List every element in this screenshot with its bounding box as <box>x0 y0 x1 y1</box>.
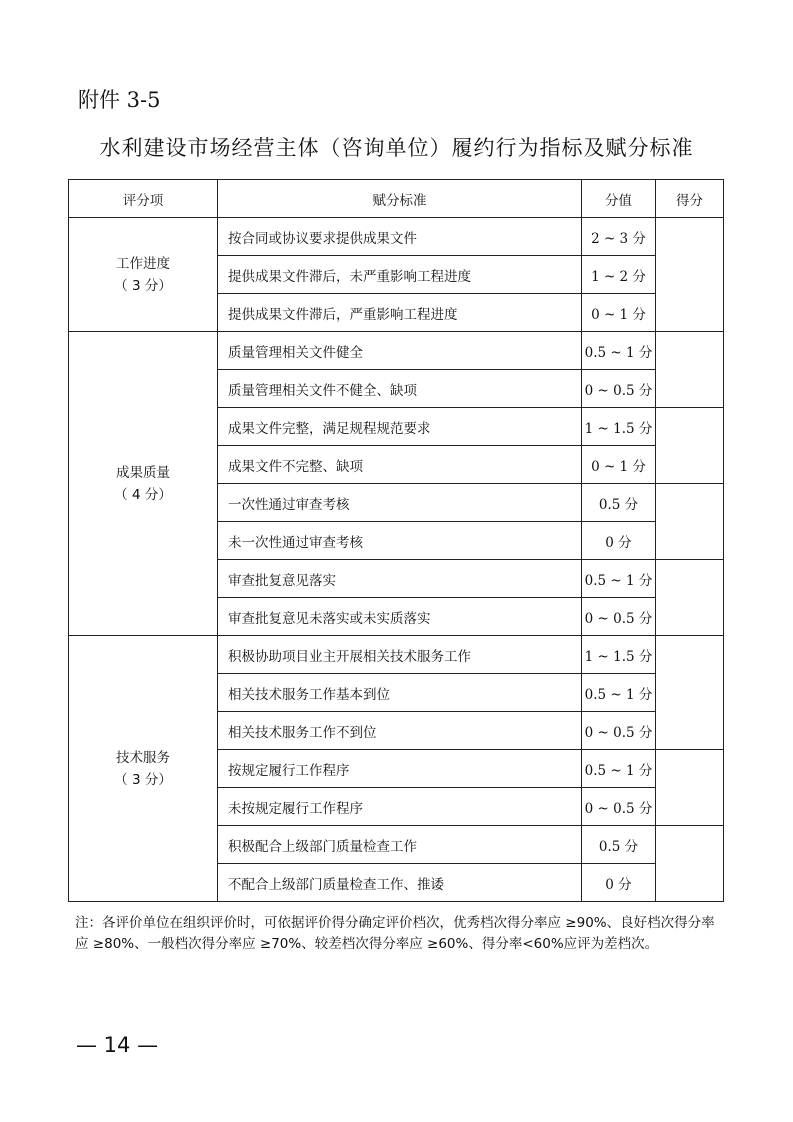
criteria-cell: 不配合上级部门质量检查工作、推诿 <box>218 864 582 902</box>
score-cell <box>656 560 724 636</box>
category-points: （ 4 分） <box>114 486 172 503</box>
criteria-cell: 未按规定履行工作程序 <box>218 788 582 826</box>
value-cell: 0.5 分 <box>582 484 656 522</box>
header-score: 得分 <box>656 180 724 218</box>
footnote: 注：各评价单位在组织评价时，可依据评价得分确定评价档次，优秀档次得分率应 ≥90%、良好档次得分率应 ≥80%、一般档次得分率应 ≥70%、较差档次得分率应 ≥60%、得分率<60%应评为差档次。 <box>75 915 715 952</box>
category-cell <box>69 218 218 332</box>
criteria-cell: 质量管理相关文件健全 <box>218 332 582 370</box>
value-cell: 0 ~ 0.5 分 <box>582 788 656 826</box>
category-name: 技术服务 <box>116 749 170 766</box>
criteria-cell: 按规定履行工作程序 <box>218 750 582 788</box>
table-row <box>69 636 724 674</box>
score-cell <box>656 484 724 560</box>
score-cell <box>656 408 724 484</box>
attachment-label: 附件 3-5 <box>78 88 161 112</box>
category-points: （ 3 分） <box>114 771 172 788</box>
value-cell: 0.5 ~ 1 分 <box>582 750 656 788</box>
category-points: （ 3 分） <box>114 277 172 294</box>
criteria-cell: 审查批复意见落实 <box>218 560 582 598</box>
criteria-cell: 提供成果文件滞后，未严重影响工程进度 <box>218 256 582 294</box>
criteria-cell: 审查批复意见未落实或未实质落实 <box>218 598 582 636</box>
category-name: 成果质量 <box>116 464 170 481</box>
document-title: 水利建设市场经营主体（咨询单位）履约行为指标及赋分标准 <box>99 136 694 160</box>
value-cell: 1 ~ 2 分 <box>582 256 656 294</box>
criteria-cell: 积极配合上级部门质量检查工作 <box>218 826 582 864</box>
header-value: 分值 <box>582 180 656 218</box>
table-row <box>69 332 724 370</box>
category-cell <box>69 332 218 636</box>
criteria-cell: 成果文件完整，满足规程规范要求 <box>218 408 582 446</box>
page-number: — 14 — <box>76 1033 159 1057</box>
table-header-row <box>69 180 724 218</box>
criteria-cell: 相关技术服务工作基本到位 <box>218 674 582 712</box>
score-cell <box>656 826 724 902</box>
criteria-cell: 质量管理相关文件不健全、缺项 <box>218 370 582 408</box>
score-cell <box>656 332 724 408</box>
criteria-cell: 提供成果文件滞后，严重影响工程进度 <box>218 294 582 332</box>
value-cell: 0 ~ 1 分 <box>582 294 656 332</box>
criteria-cell: 一次性通过审查考核 <box>218 484 582 522</box>
criteria-cell: 相关技术服务工作不到位 <box>218 712 582 750</box>
value-cell: 0.5 ~ 1 分 <box>582 674 656 712</box>
value-cell: 1 ~ 1.5 分 <box>582 636 656 674</box>
category-cell <box>69 636 218 902</box>
value-cell: 0 ~ 1 分 <box>582 446 656 484</box>
value-cell: 2 ~ 3 分 <box>582 218 656 256</box>
score-cell <box>656 636 724 750</box>
value-cell: 0 分 <box>582 864 656 902</box>
criteria-cell: 成果文件不完整、缺项 <box>218 446 582 484</box>
value-cell: 0.5 ~ 1 分 <box>582 332 656 370</box>
criteria-cell: 积极协助项目业主开展相关技术服务工作 <box>218 636 582 674</box>
value-cell: 0 ~ 0.5 分 <box>582 370 656 408</box>
value-cell: 0 ~ 0.5 分 <box>582 712 656 750</box>
header-criteria: 赋分标准 <box>218 180 582 218</box>
criteria-cell: 未一次性通过审查考核 <box>218 522 582 560</box>
scoring-table <box>68 179 724 902</box>
table-row <box>69 218 724 256</box>
value-cell: 0.5 ~ 1 分 <box>582 560 656 598</box>
score-cell <box>656 218 724 332</box>
score-cell <box>656 750 724 826</box>
value-cell: 0 分 <box>582 522 656 560</box>
value-cell: 0.5 分 <box>582 826 656 864</box>
category-name: 工作进度 <box>116 255 170 272</box>
criteria-cell: 按合同或协议要求提供成果文件 <box>218 218 582 256</box>
header-item: 评分项 <box>69 180 218 218</box>
value-cell: 1 ~ 1.5 分 <box>582 408 656 446</box>
value-cell: 0 ~ 0.5 分 <box>582 598 656 636</box>
